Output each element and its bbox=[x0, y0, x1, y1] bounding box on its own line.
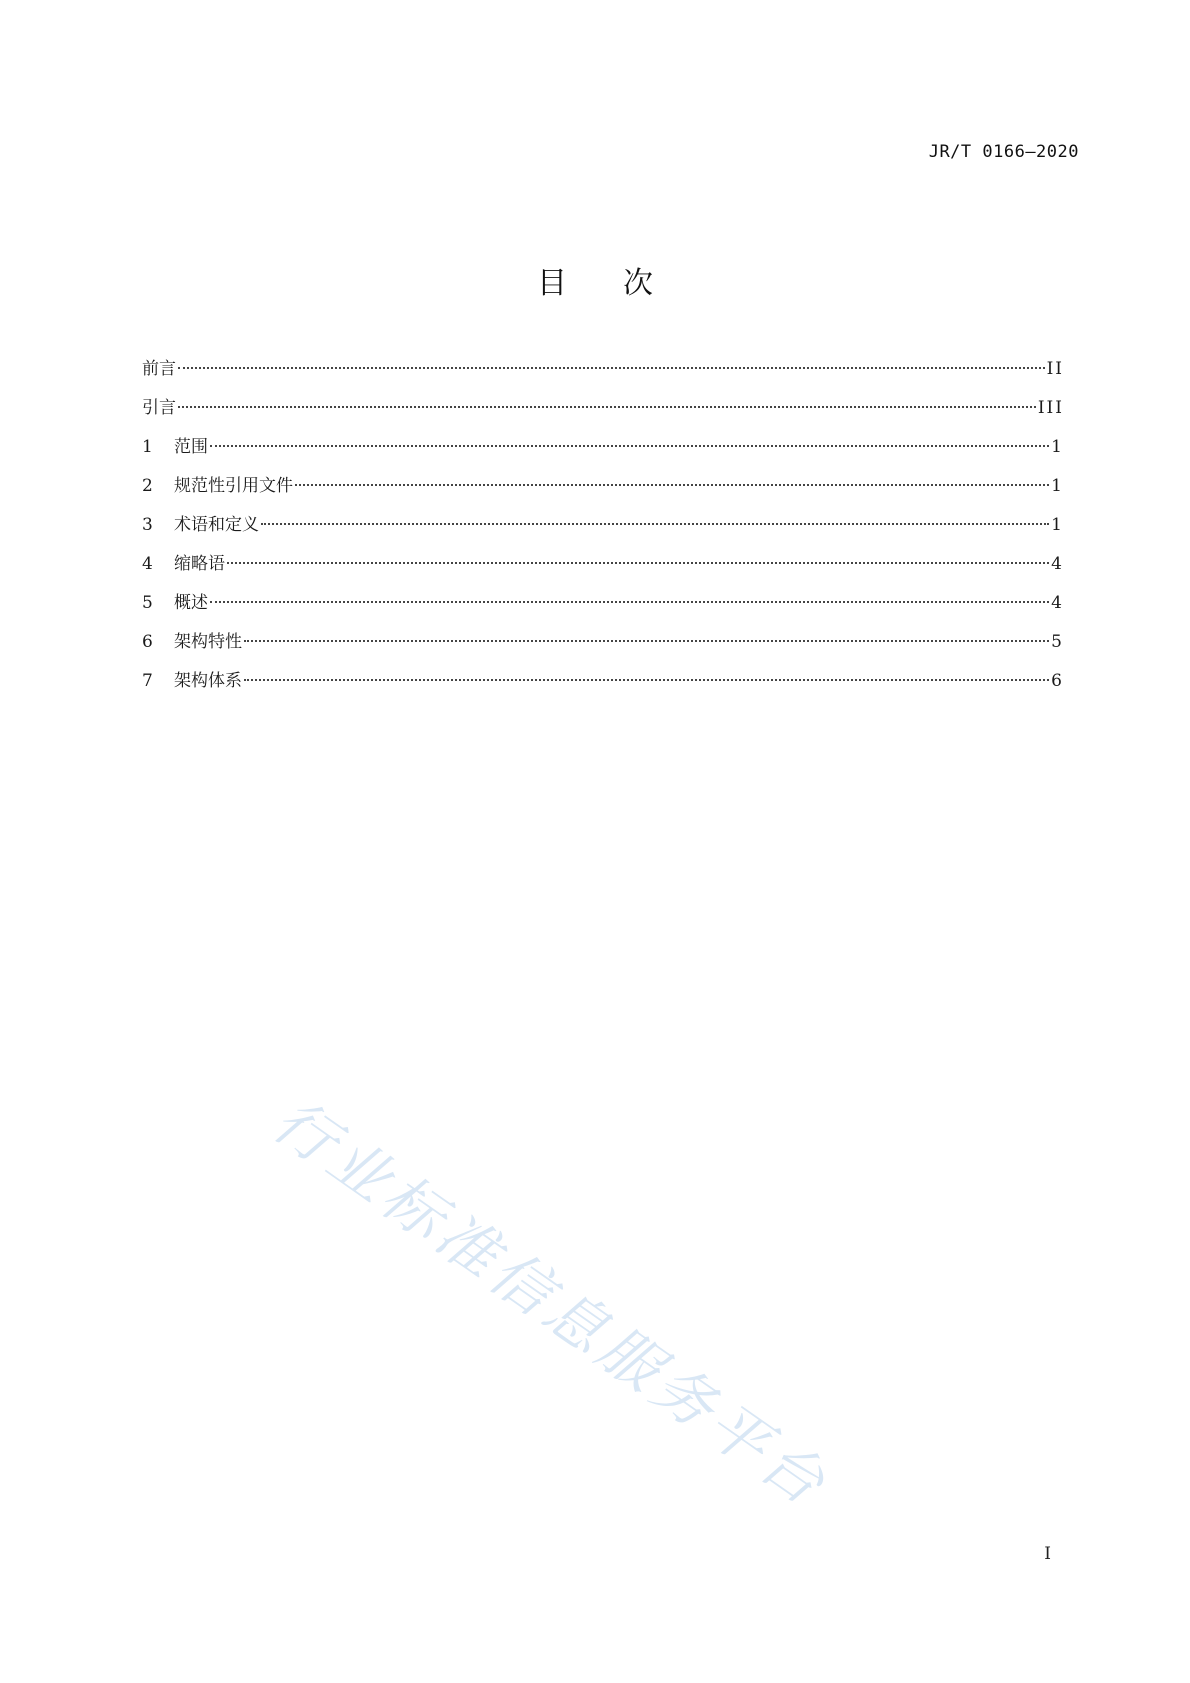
toc-dot-leader bbox=[244, 679, 1049, 681]
toc-entry-label: 术语和定义 bbox=[174, 515, 259, 535]
toc-entry-foreword[interactable] bbox=[142, 356, 1064, 395]
toc-entry-page: 4 bbox=[1051, 554, 1064, 574]
toc-dot-leader bbox=[178, 406, 1036, 408]
toc-entry-label: 规范性引用文件 bbox=[174, 476, 293, 496]
toc-entry-1[interactable] bbox=[142, 434, 1064, 473]
toc-title: 目次 bbox=[537, 266, 709, 301]
toc-entry-label: 前言 bbox=[142, 359, 176, 379]
toc-entry-page: II bbox=[1046, 359, 1064, 379]
toc-entry-6[interactable] bbox=[142, 629, 1064, 668]
toc-entry-label: 缩略语 bbox=[174, 554, 225, 574]
watermark: 行业标准信息服务平台 bbox=[260, 1085, 842, 1522]
toc-entry-number: 1 bbox=[142, 437, 153, 457]
toc-entry-number: 3 bbox=[142, 515, 153, 535]
toc-entry-7[interactable] bbox=[142, 668, 1064, 707]
toc-dot-leader bbox=[261, 523, 1049, 525]
toc-entry-number: 5 bbox=[142, 593, 153, 613]
toc-entry-page: III bbox=[1037, 398, 1064, 418]
toc-entry-page: 5 bbox=[1051, 632, 1064, 652]
toc-entry-4[interactable] bbox=[142, 551, 1064, 590]
toc-entry-number: 2 bbox=[142, 476, 153, 496]
toc-dot-leader bbox=[244, 640, 1049, 642]
table-of-contents bbox=[142, 356, 1064, 707]
toc-dot-leader bbox=[210, 445, 1049, 447]
toc-entry-introduction[interactable] bbox=[142, 395, 1064, 434]
toc-entry-number: 4 bbox=[142, 554, 153, 574]
toc-dot-leader bbox=[295, 484, 1049, 486]
document-code: JR/T 0166—2020 bbox=[928, 142, 1079, 162]
toc-entry-label: 架构体系 bbox=[174, 671, 242, 691]
toc-entry-page: 1 bbox=[1051, 476, 1064, 496]
toc-dot-leader bbox=[227, 562, 1049, 564]
toc-entry-label: 架构特性 bbox=[174, 632, 242, 652]
page-number: I bbox=[1044, 1544, 1051, 1564]
toc-entry-2[interactable] bbox=[142, 473, 1064, 512]
toc-entry-page: 6 bbox=[1051, 671, 1064, 691]
toc-entry-label: 引言 bbox=[142, 398, 176, 418]
toc-entry-3[interactable] bbox=[142, 512, 1064, 551]
toc-entry-page: 1 bbox=[1051, 515, 1064, 535]
toc-entry-number: 7 bbox=[142, 671, 153, 691]
toc-entry-label: 范围 bbox=[174, 437, 208, 457]
toc-entry-page: 4 bbox=[1051, 593, 1064, 613]
toc-dot-leader bbox=[210, 601, 1049, 603]
toc-entry-5[interactable] bbox=[142, 590, 1064, 629]
toc-entry-page: 1 bbox=[1051, 437, 1064, 457]
toc-entry-label: 概述 bbox=[174, 593, 208, 613]
toc-entry-number: 6 bbox=[142, 632, 153, 652]
toc-dot-leader bbox=[178, 367, 1045, 369]
